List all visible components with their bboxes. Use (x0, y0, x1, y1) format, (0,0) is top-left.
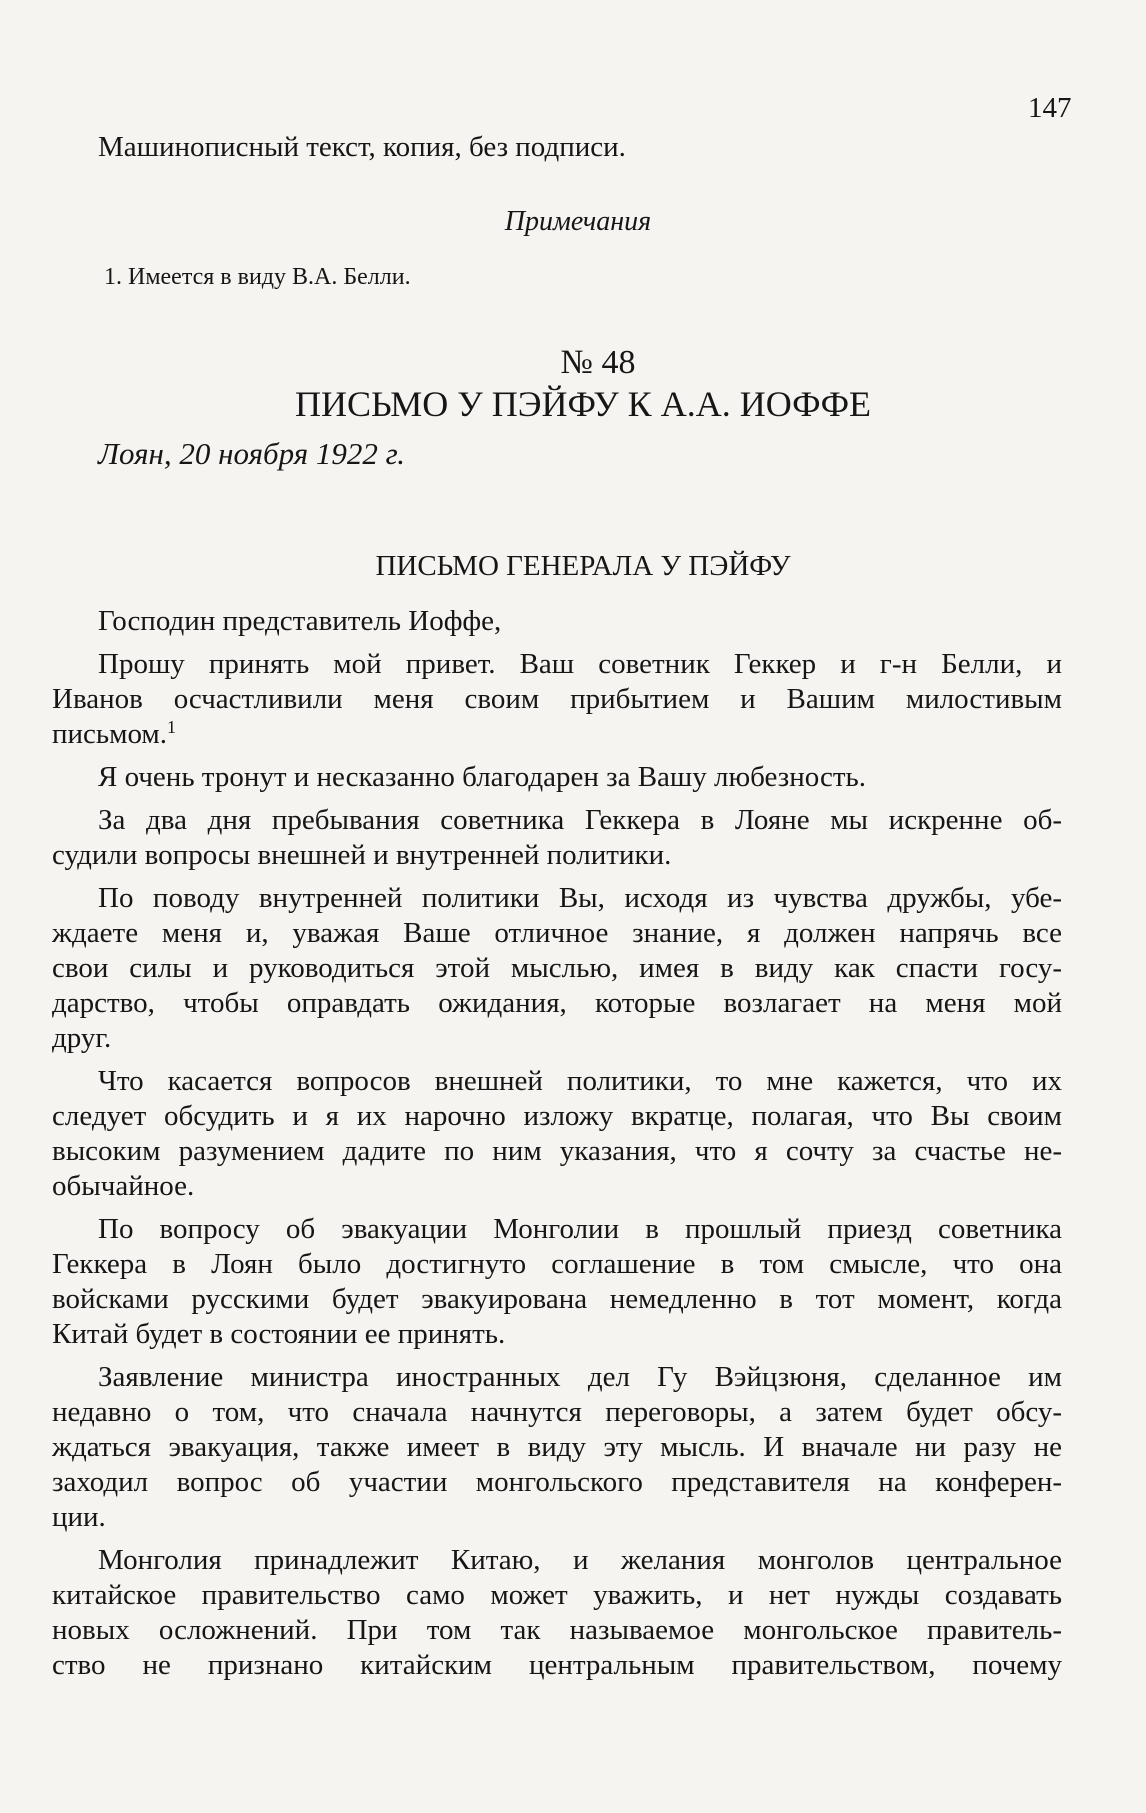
text-line (52, 1064, 1062, 1099)
text-line (52, 717, 1062, 752)
paragraph (52, 803, 1062, 873)
paragraph (52, 1064, 1062, 1204)
line-text: свои силы и руководиться этой мыслью, имея в виду как спасти госу- (52, 952, 1062, 984)
text-line (52, 1021, 1062, 1056)
text-line (52, 682, 1062, 717)
text-line (52, 1360, 1062, 1395)
line-text: ждаете меня и, уважая Ваше отличное знание, я должен напрячь все (52, 917, 1062, 949)
line-text: письмом. (52, 718, 168, 750)
line-text: ждаться эвакуация, также имеет в виду эту мысль. И вначале ни разу не (52, 1431, 1062, 1463)
text-line (52, 838, 1062, 873)
page-number: 147 (1028, 92, 1072, 124)
text-line (52, 1578, 1062, 1613)
text-line (52, 1648, 1062, 1683)
text-line (52, 604, 1062, 639)
line-text: По поводу внутренней политики Вы, исходя из чувства дружбы, убе- (98, 882, 1062, 914)
line-text: Я очень тронут и несказанно благодарен за Вашу любезность. (98, 761, 866, 793)
text-line (52, 986, 1062, 1021)
paragraph (52, 1360, 1062, 1535)
line-text: следует обсудить и я их нарочно изложу вкратце, полагая, что Вы своим (52, 1100, 1062, 1132)
line-text: Китай будет в состоянии ее принять. (52, 1318, 506, 1350)
dateline: Лоян, 20 ноября 1922 г. (98, 436, 406, 471)
text-line (52, 916, 1062, 951)
text-line (52, 1282, 1062, 1317)
text-line (52, 1099, 1062, 1134)
text-line (52, 1500, 1062, 1535)
line-text: ство не признано китайским центральным правительством, почему (52, 1649, 1062, 1681)
paragraph (52, 881, 1062, 1056)
document-title: ПИСЬМО У ПЭЙФУ К А.А. ИОФФЕ (295, 384, 871, 424)
line-text: По вопросу об эвакуации Монголии в прошлый приезд советника (98, 1213, 1062, 1245)
line-text: новых осложнений. При том так называемое монгольское правитель- (52, 1614, 1062, 1646)
line-text: войсками русскими будет эвакуирована немедленно в тот момент, когда (52, 1283, 1062, 1315)
notes-heading: Примечания (504, 206, 652, 237)
text-line (52, 760, 1062, 795)
line-text: Господин представитель Иоффе, (98, 605, 502, 637)
text-line (52, 1430, 1062, 1465)
text-line (52, 647, 1062, 682)
text-line (52, 1465, 1062, 1500)
source-note: Машинописный текст, копия, без подписи. (98, 131, 626, 163)
line-text: За два дня пребывания советника Геккера в Лояне мы искренне об- (98, 804, 1062, 836)
line-text: друг. (52, 1022, 112, 1054)
letter-subtitle: ПИСЬМО ГЕНЕРАЛА У ПЭЙФУ (375, 550, 791, 582)
text-line (52, 1317, 1062, 1352)
paragraph (52, 1212, 1062, 1352)
line-text: Геккера в Лоян было достигнуто соглашение в том смысле, что она (52, 1248, 1062, 1280)
line-text: Иванов осчастливили меня своим прибытием и Вашим милостивым (52, 683, 1062, 715)
text-line (52, 1169, 1062, 1204)
letter-body (52, 604, 1062, 1691)
document-number: № 48 (560, 344, 636, 381)
text-line (52, 1212, 1062, 1247)
text-line (52, 951, 1062, 986)
text-line (52, 881, 1062, 916)
paragraph (52, 604, 1062, 639)
line-text: дарство, чтобы оправдать ожидания, которые возлагает на меня мой (52, 987, 1062, 1019)
line-text: недавно о том, что сначала начнутся переговоры, а затем будет обсу- (52, 1396, 1062, 1428)
footnote-reference: 1 (167, 717, 177, 737)
text-line (52, 1395, 1062, 1430)
text-line (52, 803, 1062, 838)
line-text: обычайное. (52, 1170, 195, 1202)
line-text: Прошу принять мой привет. Ваш советник Геккер и г-н Белли, и (98, 648, 1062, 680)
line-text: Что касается вопросов внешней политики, то мне кажется, что их (98, 1065, 1062, 1097)
line-text: ции. (52, 1501, 106, 1533)
paragraph (52, 647, 1062, 752)
text-line (52, 1613, 1062, 1648)
paragraph (52, 760, 1062, 795)
footnote: 1. Имеется в виду В.А. Белли. (104, 264, 411, 290)
line-text: Монголия принадлежит Китаю, и желания монголов центральное (98, 1544, 1062, 1576)
line-text: судили вопросы внешней и внутренней политики. (52, 839, 672, 871)
text-line (52, 1543, 1062, 1578)
text-line (52, 1134, 1062, 1169)
line-text: высоким разумением дадите по ним указания, что я сочту за счастье не- (52, 1135, 1062, 1167)
paragraph (52, 1543, 1062, 1683)
line-text: китайское правительство само может уважить, и нет нужды создавать (52, 1579, 1062, 1611)
text-line (52, 1247, 1062, 1282)
line-text: Заявление министра иностранных дел Гу Вэйцзюня, сделанное им (98, 1361, 1062, 1393)
line-text: заходил вопрос об участии монгольского представителя на конферен- (52, 1466, 1062, 1498)
